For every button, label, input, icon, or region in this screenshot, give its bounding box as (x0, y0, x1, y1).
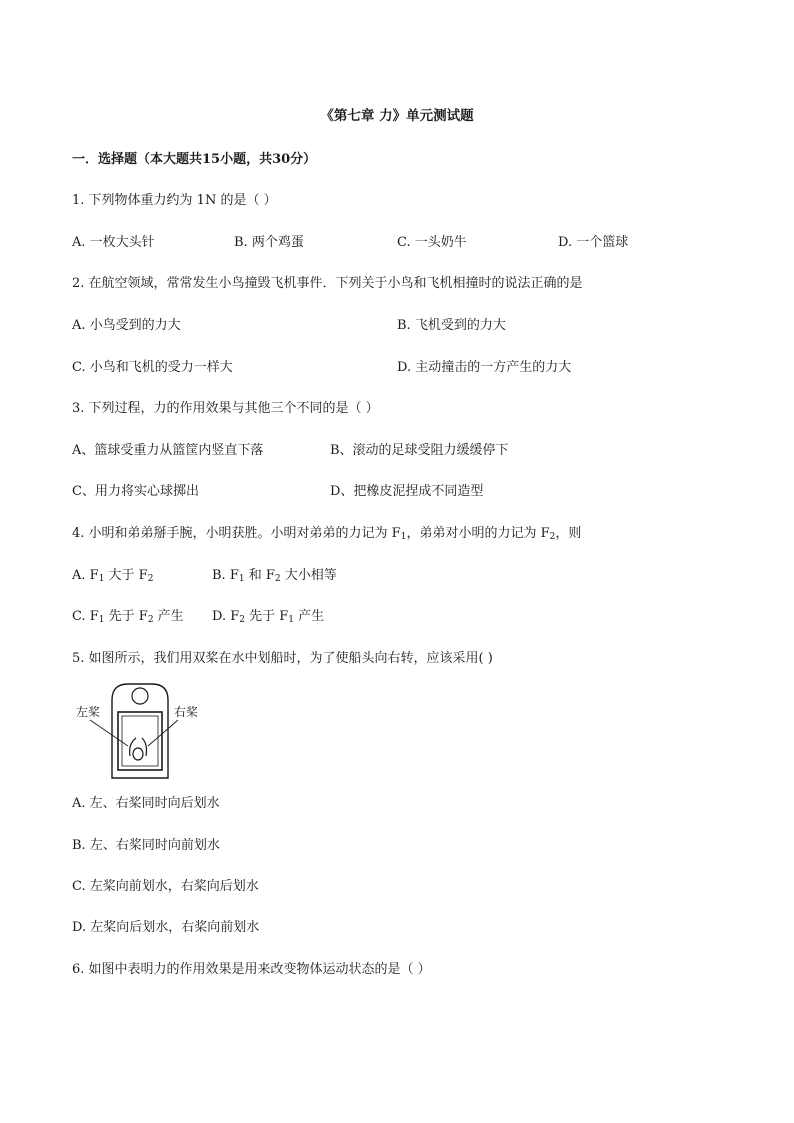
question-2-option-d: D. 主动撞击的一方产生的力大 (397, 360, 572, 375)
rower-head (133, 748, 143, 760)
question-4-option-b: B. $F_1$ 和 $F_2$ 大小相等 (212, 568, 337, 584)
question-6-stem: 6. 如图中表明力的作用效果是用来改变物体运动状态的是（ ） (72, 962, 431, 977)
question-2-option-b: B. 飞机受到的力大 (397, 318, 506, 333)
section-heading: 一．选择题（本大题共15小题，共30分） (72, 152, 317, 167)
question-3-stem: 3. 下列过程，力的作用效果与其他三个不同的是（ ） (72, 401, 379, 416)
left-oar-label: 左桨 (76, 705, 101, 719)
question-4-option-d: D. $F_2$ 先于 $F_1$ 产生 (212, 609, 325, 625)
question-1-option-d: D. 一个篮球 (558, 235, 629, 250)
question-4-option-c: C. $F_1$ 先于 $F_2$ 产生 (72, 609, 184, 625)
question-4-stem: 4. 小明和弟弟掰手腕，小明获胜。小明对弟弟的力记为 $F_1$，弟弟对小明的力记为 $F_2$，则 (72, 526, 582, 542)
boat-oars-figure (70, 682, 210, 782)
question-3-option-a: A、篮球受重力从篮筐内竖直下落 (72, 443, 264, 458)
question-5-option-a: A. 左、右桨同时向后划水 (72, 796, 220, 811)
question-1-stem: 1. 下列物体重力约为 1N 的是（ ） (72, 193, 277, 208)
question-3-option-d: D、把橡皮泥捏成不同造型 (330, 484, 484, 499)
question-5-option-b: B. 左、右桨同时向前划水 (72, 838, 220, 853)
boat-bow (132, 688, 148, 704)
boat-diagram (70, 682, 210, 782)
document-title: 《第七章 力》单元测试题 (320, 108, 474, 124)
right-oar-leader (148, 720, 178, 746)
question-3-option-b: B、滚动的足球受阻力缓缓停下 (330, 443, 509, 458)
question-5-option-d: D. 左桨向后划水，右桨向前划水 (72, 920, 260, 935)
question-1-option-b: B. 两个鸡蛋 (234, 235, 304, 250)
question-5-stem: 5. 如图所示，我们用双桨在水中划船时，为了使船头向右转，应该采用( ) (72, 651, 493, 666)
boat-outline (112, 684, 168, 778)
right-oar-label: 右桨 (174, 705, 199, 719)
question-2-stem: 2. 在航空领域，常常发生小鸟撞毁飞机事件．下列关于小鸟和飞机相撞时的说法正确的是 (72, 276, 583, 291)
question-2-option-a: A. 小鸟受到的力大 (72, 318, 181, 333)
question-4-option-a: A. $F_1$ 大于 $F_2$ (72, 568, 154, 584)
question-5-option-c: C. 左桨向前划水，右桨向后划水 (72, 879, 259, 894)
question-3-option-c: C、用力将实心球掷出 (72, 484, 199, 499)
question-2-option-c: C. 小鸟和飞机的受力一样大 (72, 360, 233, 375)
question-1-option-c: C. 一头奶牛 (397, 235, 467, 250)
boat-inner-frame (118, 712, 162, 770)
question-1-option-a: A. 一枚大头针 (72, 235, 155, 250)
